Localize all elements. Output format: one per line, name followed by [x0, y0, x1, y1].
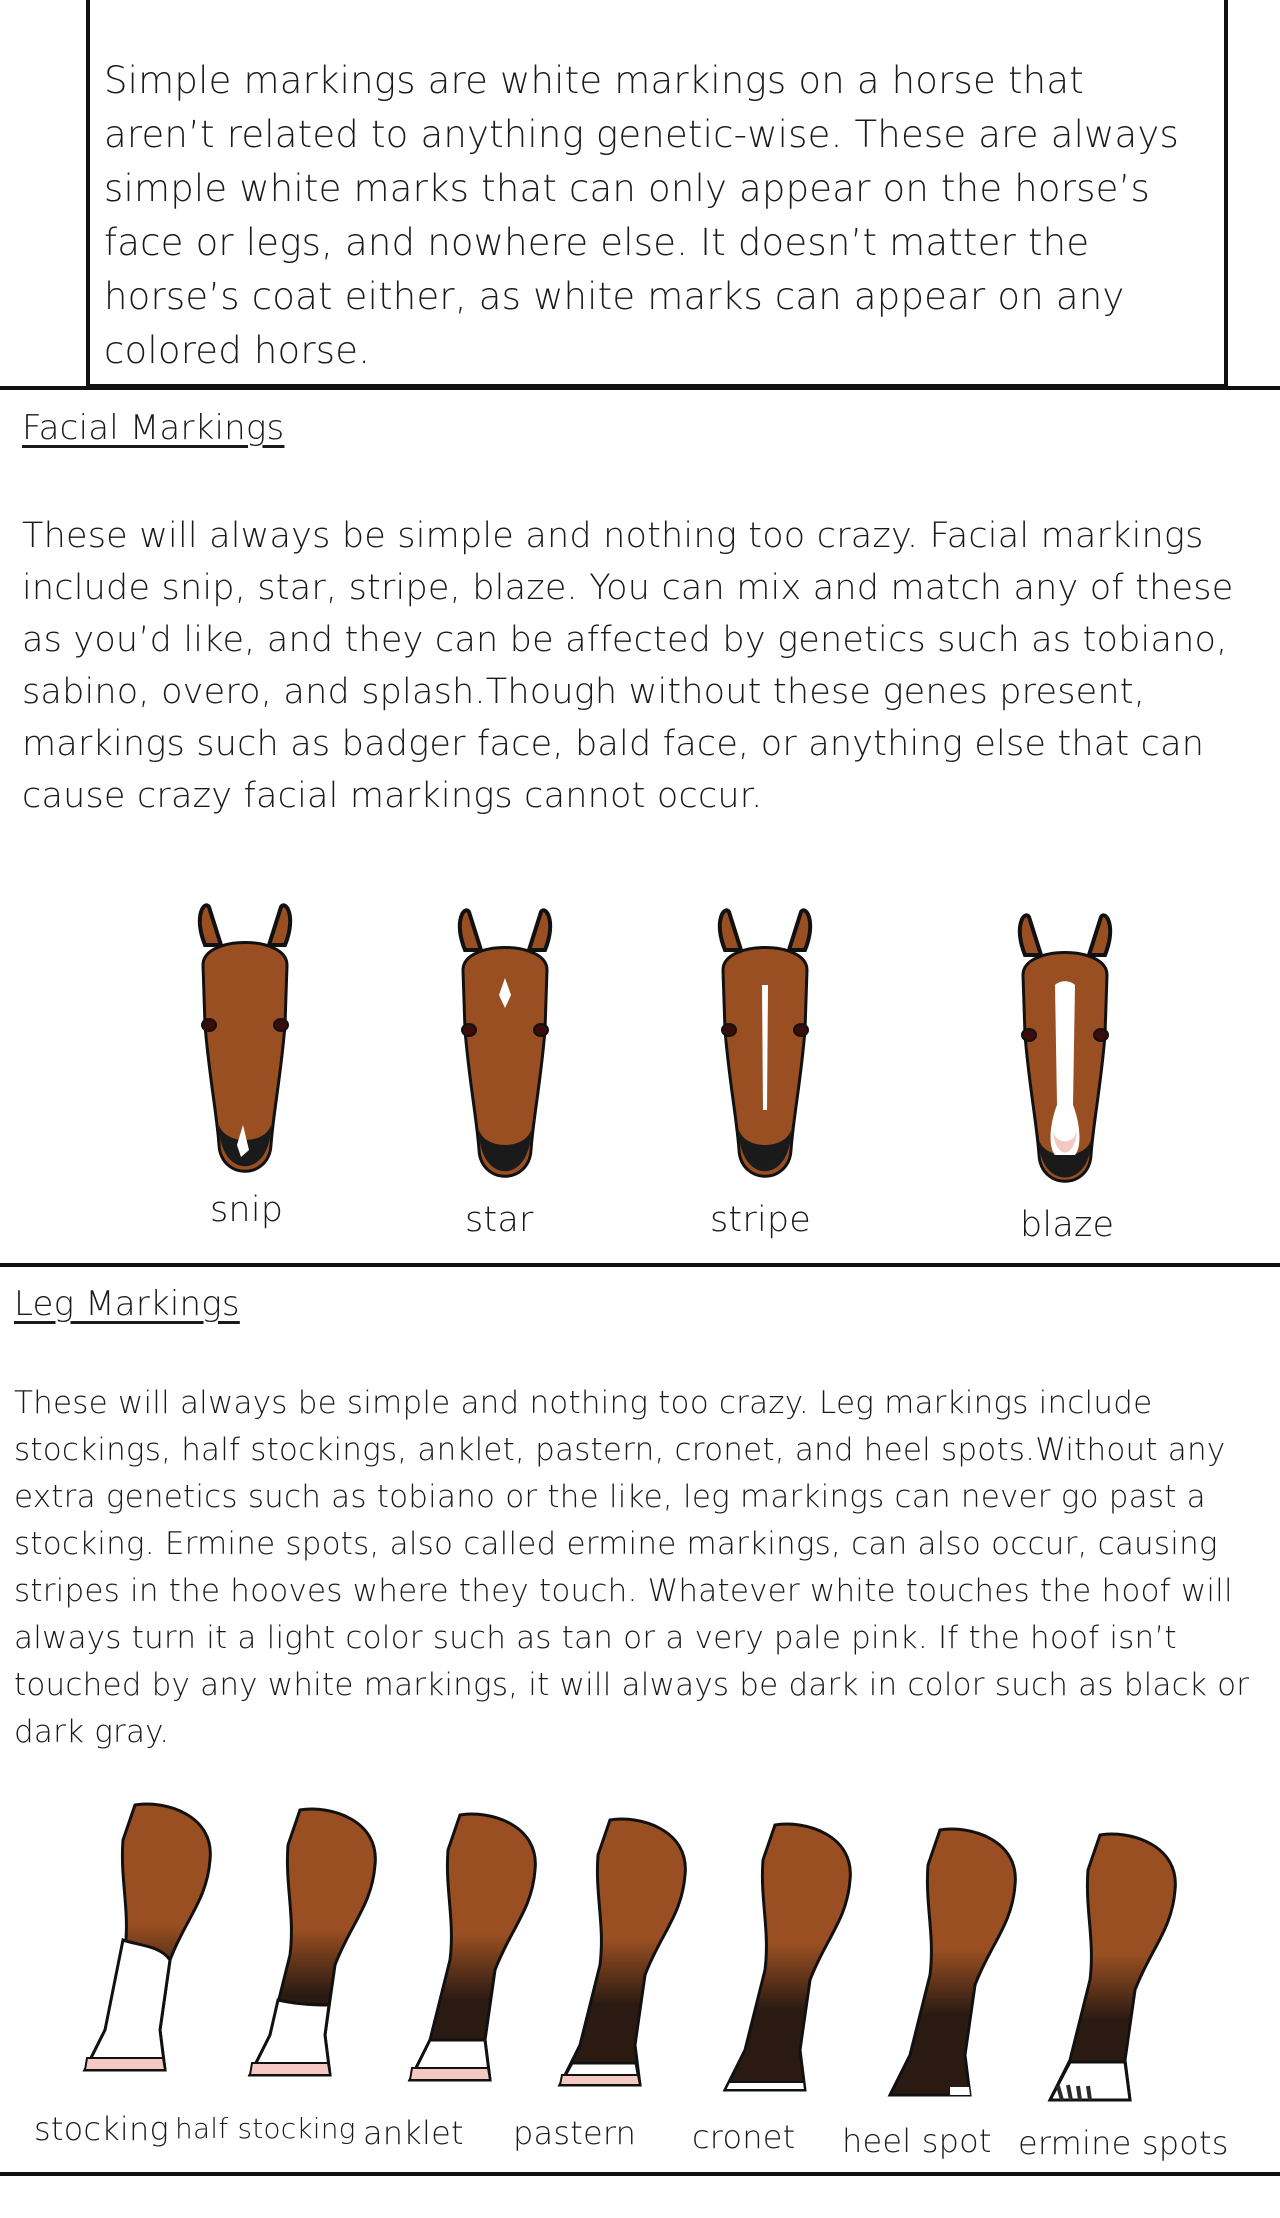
label-half-stocking: half stocking	[175, 2112, 356, 2145]
leg-paragraph: These will always be simple and nothing too crazy. Leg markings include stockings, half stockings, anklet, pastern, cronet, and heel spots.Without any extra genetics such as tobiano or the like, leg markings can never go past a stocking. Ermine spots, also called ermine markings, can also occur, causing stripes in the hooves where they touch. Whatever white touches the hoof will always turn it a light color such as tan or a very pale pink. If the hoof isn’t touched by any white markings, it will always be dark in color such as black or dark gray.	[14, 1385, 1250, 1750]
label-stripe: stripe	[710, 1200, 812, 1240]
facial-section-title: Facial Markings	[22, 408, 285, 448]
label-pastern: pastern	[513, 2114, 637, 2152]
label-star: star	[465, 1200, 534, 1240]
leg-half-stocking	[240, 1805, 390, 2095]
intro-box	[86, 0, 1228, 388]
divider-top	[0, 386, 1280, 390]
label-anklet: anklet	[363, 2114, 464, 2152]
divider-bottom	[0, 2172, 1280, 2176]
leg-ermine-spots	[1040, 1830, 1190, 2120]
intro-text: Simple markings are white markings on a horse that aren’t related to anything genetic-wise. These are always simple white marks that can only appear on the horse’s face or legs, and nowhere else. It doesn’t matter the horse’s coat either, as white marks can appear on any colored horse.	[104, 59, 1179, 372]
leg-stocking	[75, 1800, 225, 2090]
horse-head-stripe	[705, 900, 825, 1200]
leg-pastern	[550, 1815, 700, 2105]
leg-cronet	[715, 1820, 865, 2110]
leg-section-title: Leg Markings	[14, 1284, 240, 1324]
horse-head-blaze	[1005, 905, 1125, 1205]
label-heel-spot: heel spot	[842, 2122, 992, 2160]
horse-head-star	[445, 900, 565, 1200]
label-snip: snip	[210, 1190, 284, 1230]
facial-paragraph: These will always be simple and nothing too crazy. Facial markings include snip, star, stripe, blaze. You can mix and match any of these as you’d like, and they can be affected by genetics such as tobiano, sabino, overo, and splash.Though without these genes present, markings such as badger face, bald face, or anything else that can cause crazy facial markings cannot occur.	[22, 516, 1234, 816]
label-cronet: cronet	[692, 2118, 796, 2156]
horse-head-snip	[185, 895, 305, 1195]
label-ermine-spots: ermine spots	[1018, 2124, 1229, 2162]
label-blaze: blaze	[1020, 1205, 1115, 1245]
leg-anklet	[400, 1810, 550, 2100]
label-stocking: stocking	[34, 2110, 169, 2148]
divider-middle	[0, 1263, 1280, 1267]
leg-heel-spot	[880, 1825, 1030, 2115]
